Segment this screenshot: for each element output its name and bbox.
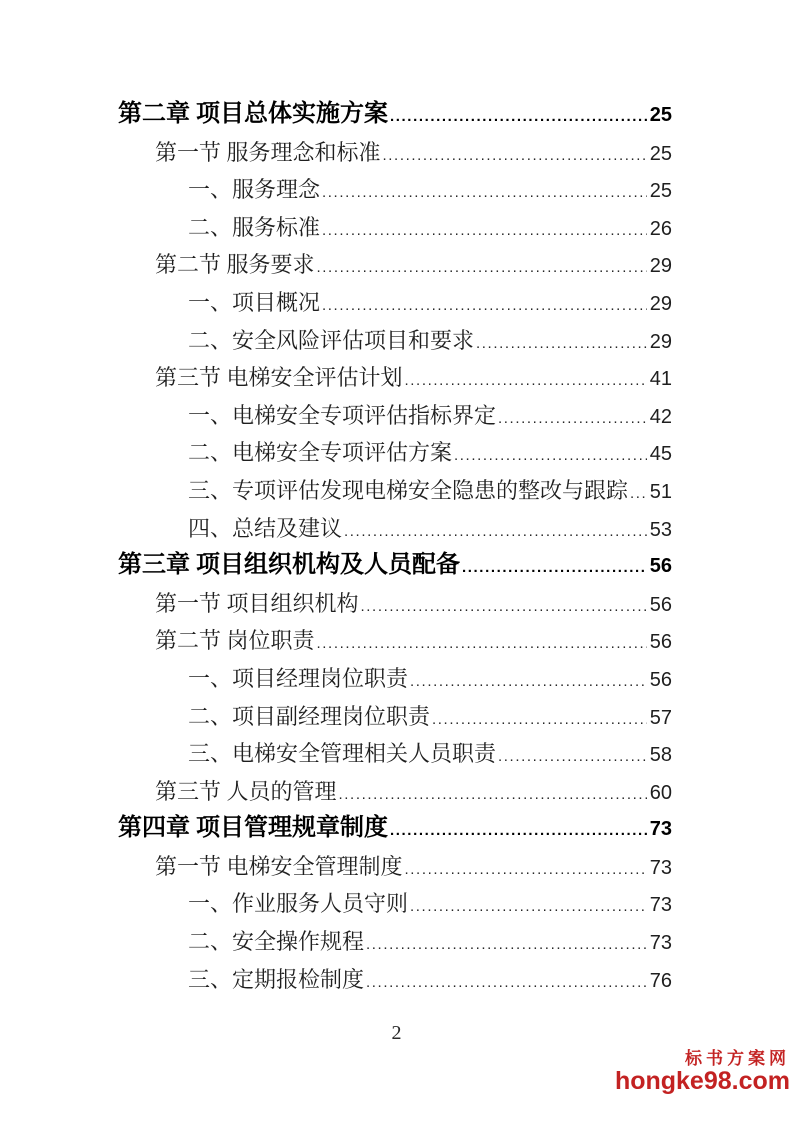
toc-entry[interactable] bbox=[118, 246, 672, 284]
toc-entry-page: 58 bbox=[649, 744, 672, 767]
toc-entry-page: 42 bbox=[649, 405, 672, 428]
dot-leader bbox=[390, 98, 647, 136]
toc-entry-page: 73 bbox=[649, 818, 672, 841]
toc-entry[interactable] bbox=[118, 848, 672, 886]
dot-leader bbox=[498, 738, 647, 776]
dot-leader bbox=[383, 137, 647, 175]
toc-entry[interactable] bbox=[118, 359, 672, 397]
toc-entry-page: 73 bbox=[649, 932, 672, 955]
dot-leader bbox=[366, 926, 647, 964]
dot-leader bbox=[405, 362, 647, 400]
toc-entry-label: 第二节 岗位职责 bbox=[155, 628, 315, 654]
watermark bbox=[615, 1050, 790, 1094]
toc-entry[interactable] bbox=[118, 397, 672, 435]
toc-entry-label: 二、安全风险评估项目和要求 bbox=[188, 327, 475, 353]
toc-entry-page: 26 bbox=[649, 217, 672, 240]
dot-leader bbox=[317, 625, 647, 663]
toc-entry-label: 第一节 项目组织机构 bbox=[155, 590, 359, 616]
toc-entry[interactable] bbox=[118, 171, 672, 209]
toc-entry-page: 25 bbox=[649, 142, 672, 165]
toc-entry-label: 三、专项评估发现电梯安全隐患的整改与跟踪 bbox=[188, 477, 629, 503]
toc-entry[interactable] bbox=[118, 547, 672, 585]
toc-entry[interactable] bbox=[118, 885, 672, 923]
toc-entry[interactable] bbox=[118, 134, 672, 172]
toc-entry-label: 第一节 电梯安全管理制度 bbox=[155, 853, 403, 879]
dot-leader bbox=[366, 964, 647, 1002]
toc-entry-label: 二、项目副经理岗位职责 bbox=[188, 703, 431, 729]
dot-leader bbox=[339, 776, 647, 814]
toc-entry-label: 第三章 项目组织机构及人员配备 bbox=[118, 552, 460, 579]
toc-entry-label: 一、项目经理岗位职责 bbox=[188, 665, 409, 691]
watermark-site-url: hongke98.com bbox=[614, 1066, 790, 1095]
toc-entry[interactable] bbox=[118, 284, 672, 322]
toc-entry-page: 25 bbox=[649, 180, 672, 203]
toc-entry[interactable] bbox=[118, 322, 672, 360]
toc-entry-label: 四、总结及建议 bbox=[188, 515, 343, 541]
toc-entry-page: 56 bbox=[649, 555, 672, 578]
toc-entry-page: 56 bbox=[649, 631, 672, 654]
toc-entry[interactable] bbox=[118, 209, 672, 247]
toc-entry[interactable] bbox=[118, 510, 672, 548]
toc-entry-page: 29 bbox=[649, 255, 672, 278]
toc-entry-label: 第二节 服务要求 bbox=[155, 252, 315, 278]
toc-entry-label: 三、电梯安全管理相关人员职责 bbox=[188, 741, 497, 767]
toc-entry-label: 一、项目概况 bbox=[188, 289, 321, 315]
toc-entry-label: 第三节 电梯安全评估计划 bbox=[155, 365, 403, 391]
toc-entry-page: 45 bbox=[649, 443, 672, 466]
toc-entry[interactable] bbox=[118, 773, 672, 811]
page-footer bbox=[0, 1022, 793, 1045]
toc-entry[interactable] bbox=[118, 585, 672, 623]
dot-leader bbox=[476, 325, 647, 363]
dot-leader bbox=[317, 249, 647, 287]
dot-leader bbox=[630, 475, 647, 513]
toc-entry-page: 57 bbox=[649, 706, 672, 729]
toc-entry-label: 第二章 项目总体实施方案 bbox=[118, 101, 388, 127]
toc-entry-page: 51 bbox=[649, 480, 672, 503]
dot-leader bbox=[498, 400, 647, 438]
toc-entry[interactable] bbox=[118, 810, 672, 848]
toc-entry-label: 二、电梯安全专项评估方案 bbox=[188, 440, 453, 466]
toc-entry-label: 第四章 项目管理规章制度 bbox=[118, 815, 388, 842]
toc-entry-page: 29 bbox=[649, 330, 672, 353]
dot-leader bbox=[322, 287, 647, 325]
toc-entry[interactable] bbox=[118, 96, 672, 134]
toc-entry[interactable] bbox=[118, 622, 672, 660]
dot-leader bbox=[454, 437, 647, 475]
toc-entry-label: 一、电梯安全专项评估指标界定 bbox=[188, 402, 497, 428]
page-number: 2 bbox=[391, 1022, 402, 1044]
dot-leader bbox=[410, 888, 647, 926]
dot-leader bbox=[405, 851, 647, 889]
toc-entry[interactable] bbox=[118, 961, 672, 999]
dot-leader bbox=[344, 513, 647, 551]
dot-leader bbox=[361, 588, 647, 626]
toc-entry-page: 73 bbox=[649, 894, 672, 917]
watermark-site-name: 标书方案网 bbox=[685, 1049, 790, 1068]
toc-entry[interactable] bbox=[118, 735, 672, 773]
toc-entry[interactable] bbox=[118, 472, 672, 510]
toc-entry-page: 73 bbox=[649, 856, 672, 879]
toc-entry-page: 29 bbox=[649, 292, 672, 315]
toc-entry-page: 41 bbox=[649, 368, 672, 391]
toc-entry[interactable] bbox=[118, 434, 672, 472]
toc-entry-label: 二、服务标准 bbox=[188, 214, 321, 240]
dot-leader bbox=[462, 549, 647, 587]
toc-entry-page: 76 bbox=[649, 969, 672, 992]
toc-entry-label: 一、作业服务人员守则 bbox=[188, 891, 409, 917]
toc-entry[interactable] bbox=[118, 923, 672, 961]
dot-leader bbox=[432, 701, 647, 739]
toc-entry-label: 一、服务理念 bbox=[188, 177, 321, 203]
toc-entry-label: 三、定期报检制度 bbox=[188, 966, 365, 992]
toc-entry-label: 二、安全操作规程 bbox=[188, 929, 365, 955]
toc-entry-page: 53 bbox=[649, 518, 672, 541]
table-of-contents bbox=[118, 96, 672, 998]
toc-entry-label: 第三节 人员的管理 bbox=[155, 778, 337, 804]
dot-leader bbox=[322, 174, 647, 212]
toc-entry[interactable] bbox=[118, 698, 672, 736]
dot-leader bbox=[322, 212, 647, 250]
toc-entry-label: 第一节 服务理念和标准 bbox=[155, 139, 381, 165]
dot-leader bbox=[390, 812, 647, 850]
toc-entry-page: 25 bbox=[649, 104, 672, 126]
toc-entry-page: 56 bbox=[649, 593, 672, 616]
toc-entry-page: 60 bbox=[649, 781, 672, 804]
toc-entry-page: 56 bbox=[649, 668, 672, 691]
dot-leader bbox=[410, 663, 647, 701]
toc-entry[interactable] bbox=[118, 660, 672, 698]
